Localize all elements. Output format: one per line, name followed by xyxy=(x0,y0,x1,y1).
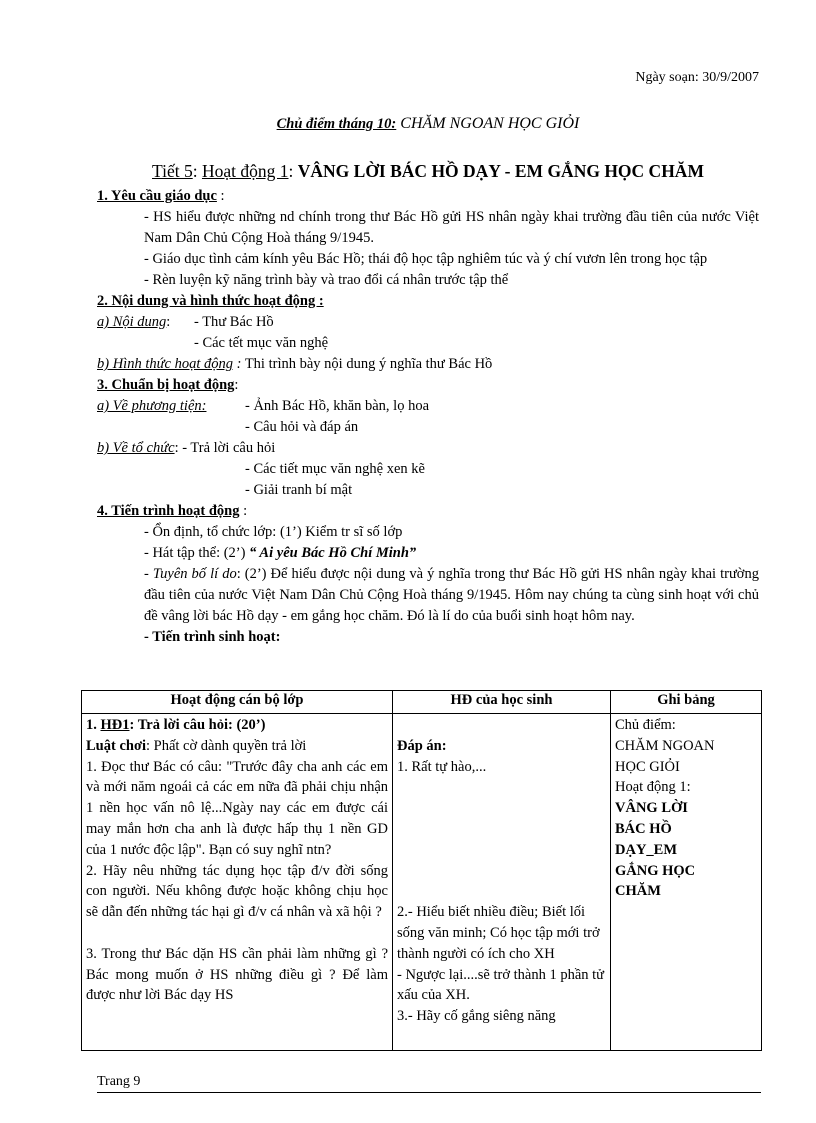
section-3-b-item-2: - Các tiết mục văn nghệ xen kẽ xyxy=(245,461,425,477)
theme-label: Chủ điểm tháng 10: xyxy=(276,116,397,132)
section-4-item-4: - Tiến trình sinh hoạt: xyxy=(144,629,281,645)
section-3-b-row xyxy=(97,438,759,459)
reason-label: Tuyên bố lí do xyxy=(152,566,237,582)
preparation-date: Ngày soạn: 30/9/2007 xyxy=(635,70,759,85)
board-bold-5: CHĂM xyxy=(615,883,661,900)
page-number: Trang 9 xyxy=(97,1074,141,1089)
hd1-num: 1. xyxy=(86,717,101,733)
answer-2: 2.- Hiểu biết nhiều điều; Biết lối sống văn minh; Có học tập mới trở thành người có ích cho XH xyxy=(397,904,600,962)
header-student-activity: HĐ của học sinh xyxy=(393,691,611,714)
activity-table xyxy=(81,690,762,1051)
title-sep-1: : xyxy=(192,161,202,181)
section-3-b-item-1: - Trả lời câu hỏi xyxy=(182,440,276,456)
section-2-b-colon: : xyxy=(232,356,242,372)
section-4-item-3-pre: - xyxy=(144,566,153,582)
monthly-theme xyxy=(97,115,759,133)
section-2-a-item-1: - Thư Bác Hồ xyxy=(194,314,274,330)
section-2-a-row xyxy=(97,312,759,333)
spacer xyxy=(86,923,388,944)
spacer xyxy=(397,798,606,819)
section-2-a-item-2: - Các tết mục văn nghệ xyxy=(194,335,329,351)
section-2-heading-text: 2. Nội dung và hình thức hoạt động : xyxy=(97,293,324,309)
board-notes-cell xyxy=(611,714,762,1051)
board-bold-2: BÁC HỒ xyxy=(615,820,672,837)
rule-text: : Phất cờ dành quyền trả lời xyxy=(146,737,307,754)
title-sep-2: : xyxy=(288,161,298,181)
spacer xyxy=(397,715,606,736)
activity-number: Hoạt động 1 xyxy=(201,161,289,181)
spacer xyxy=(397,861,606,882)
section-3-colon: : xyxy=(234,377,239,393)
board-line-2: CHĂM NGOAN xyxy=(615,737,715,754)
section-4-item-2 xyxy=(97,543,759,564)
answer-1: 1. Rất tự hào,... xyxy=(397,758,487,775)
section-2-a-label: a) Nội dung xyxy=(97,314,167,330)
section-4-item-3 xyxy=(97,564,759,627)
section-3-a-label: a) Về phương tiện: xyxy=(97,398,207,414)
board-line-1: Chủ điểm: xyxy=(615,717,676,733)
hd1-rest: : Trả lời câu hỏi: (20’) xyxy=(129,717,266,733)
table-row xyxy=(82,714,762,1051)
board-line-4: Hoạt động 1: xyxy=(615,779,691,796)
song-title: “ Ai yêu Bác Hồ Chí Minh” xyxy=(249,545,417,561)
section-3-a-row xyxy=(97,396,759,417)
board-bold-4: GẮNG HỌC xyxy=(615,862,696,879)
section-3-a-item-1: - Ảnh Bác Hồ, khăn bàn, lọ hoa xyxy=(245,398,430,414)
section-2-a-label-wrap xyxy=(97,312,194,333)
document-body xyxy=(97,186,759,648)
activity-name: VÂNG LỜI BÁC HỒ DẠY - EM GẮNG HỌC CHĂM xyxy=(297,161,704,181)
rule-label: Luật chơi xyxy=(86,737,146,754)
section-1-colon: : xyxy=(216,188,225,204)
section-2-b-text: Thi trình bày nội dung ý nghĩa thư Bác Hồ xyxy=(244,356,493,372)
student-activity-cell xyxy=(393,714,611,1051)
spacer xyxy=(397,840,606,861)
section-3-heading-text: 3. Chuẩn bị hoạt động xyxy=(97,377,235,393)
section-3-a-label-wrap xyxy=(97,396,245,417)
section-4-item-2-pre: - Hát tập thể: (2’) xyxy=(144,545,250,561)
question-2: 2. Hãy nêu những tác dụng học tập đ/v đời sống con người. Nếu không được hoặc không chịu học sẽ dẫn đến những tác hại gì đ/v cá nhân và xã hội ? xyxy=(86,862,388,921)
section-1-item-3: - Rèn luyện kỹ năng trình bày và trao đổi cá nhân trước tập thể xyxy=(144,272,509,288)
game-rule xyxy=(86,736,388,757)
section-4-heading-text: 4. Tiến trình hoạt động xyxy=(97,503,240,519)
section-3-b-item-3: - Giải tranh bí mật xyxy=(245,482,353,498)
lesson-number: Tiết 5 xyxy=(152,161,193,181)
section-1-heading-text: 1. Yêu cầu giáo dục xyxy=(97,188,217,204)
section-3-b-label: b) Về tổ chức xyxy=(97,440,175,456)
answer-label: Đáp án: xyxy=(397,737,447,754)
question-3: 3. Trong thư Bác dặn HS cần phải làm những gì ? Bác mong muốn ở HS những điều gì ? Để làm được như lời Bác dạy HS xyxy=(86,945,388,1004)
section-4-colon: : xyxy=(239,503,248,519)
table-header-row xyxy=(82,691,762,714)
board-line-3: HỌC GIỎI xyxy=(615,758,680,775)
section-4-item-1: - Ổn định, tổ chức lớp: (1’) Kiểm tr sĩ số lớp xyxy=(144,524,403,540)
section-1-item-2: - Giáo dục tình cảm kính yêu Bác Hồ; thái độ học tập nghiêm túc và ý chí vươn lên trong học tập xyxy=(144,251,708,267)
header-officer-activity: Hoạt động cán bộ lớp xyxy=(82,691,393,714)
lesson-title xyxy=(97,161,759,182)
section-3-a-item-2: - Câu hỏi và đáp án xyxy=(245,419,359,435)
spacer xyxy=(397,777,606,798)
question-1: 1. Đọc thư Bác có câu: "Trước đây cha anh các em và mới năm ngoái cả các em nữa đã phải chịu nhận 1 nền học vấn nô lệ...Ngày nay các em được cái may mắn hơn cha anh là được hấp thụ 1 nền GD của 1 nước độc lập". Bạn có suy nghĩ ntn? xyxy=(86,758,388,858)
section-2-a-colon: : xyxy=(166,314,171,330)
theme-value: CHĂM NGOAN HỌC GIỎI xyxy=(396,115,580,132)
section-2-b-row xyxy=(97,354,759,375)
board-bold-3: DẠY_EM xyxy=(615,841,678,858)
hd1-label: HĐ1 xyxy=(100,717,130,733)
answer-2b: - Ngược lại....sẽ trở thành 1 phần tử xấu của XH. xyxy=(397,966,605,1004)
section-1-item-1: - HS hiểu được những nd chính trong thư Bác Hồ gửi HS nhân ngày khai trường đầu tiên của nước Việt Nam Dân Chủ Cộng Hoà tháng 9/1945. xyxy=(144,209,759,246)
header-board-notes: Ghi bảng xyxy=(611,691,762,714)
board-bold-1: VÂNG LỜI xyxy=(615,800,688,817)
spacer xyxy=(397,819,606,840)
officer-activity-cell xyxy=(82,714,393,1051)
section-3-b-colon: : xyxy=(174,440,179,456)
hd1-heading xyxy=(86,715,388,736)
reason-text: : (2’) Để hiểu được nội dung và ý nghĩa trong thư Bác Hồ gửi HS nhân ngày khai trường đầu tiên của nước Việt Nam Dân Chủ Cộng Hoà tháng 9/1945. Hôm nay chúng ta cùng sinh hoạt với chủ đề vâng lời bác Hồ dạy - em gắng học chăm. Đó là lí do của buổi sinh hoạt hôm nay. xyxy=(144,566,759,624)
footer-rule xyxy=(97,1092,761,1093)
spacer xyxy=(397,881,606,902)
section-2-b-label: b) Hình thức hoạt động xyxy=(97,356,233,372)
section-1-heading xyxy=(97,186,759,207)
section-4-heading xyxy=(97,501,759,522)
answer-3: 3.- Hãy cố gắng siêng năng xyxy=(397,1008,556,1025)
section-3-heading xyxy=(97,375,759,396)
section-2-heading xyxy=(97,291,759,312)
